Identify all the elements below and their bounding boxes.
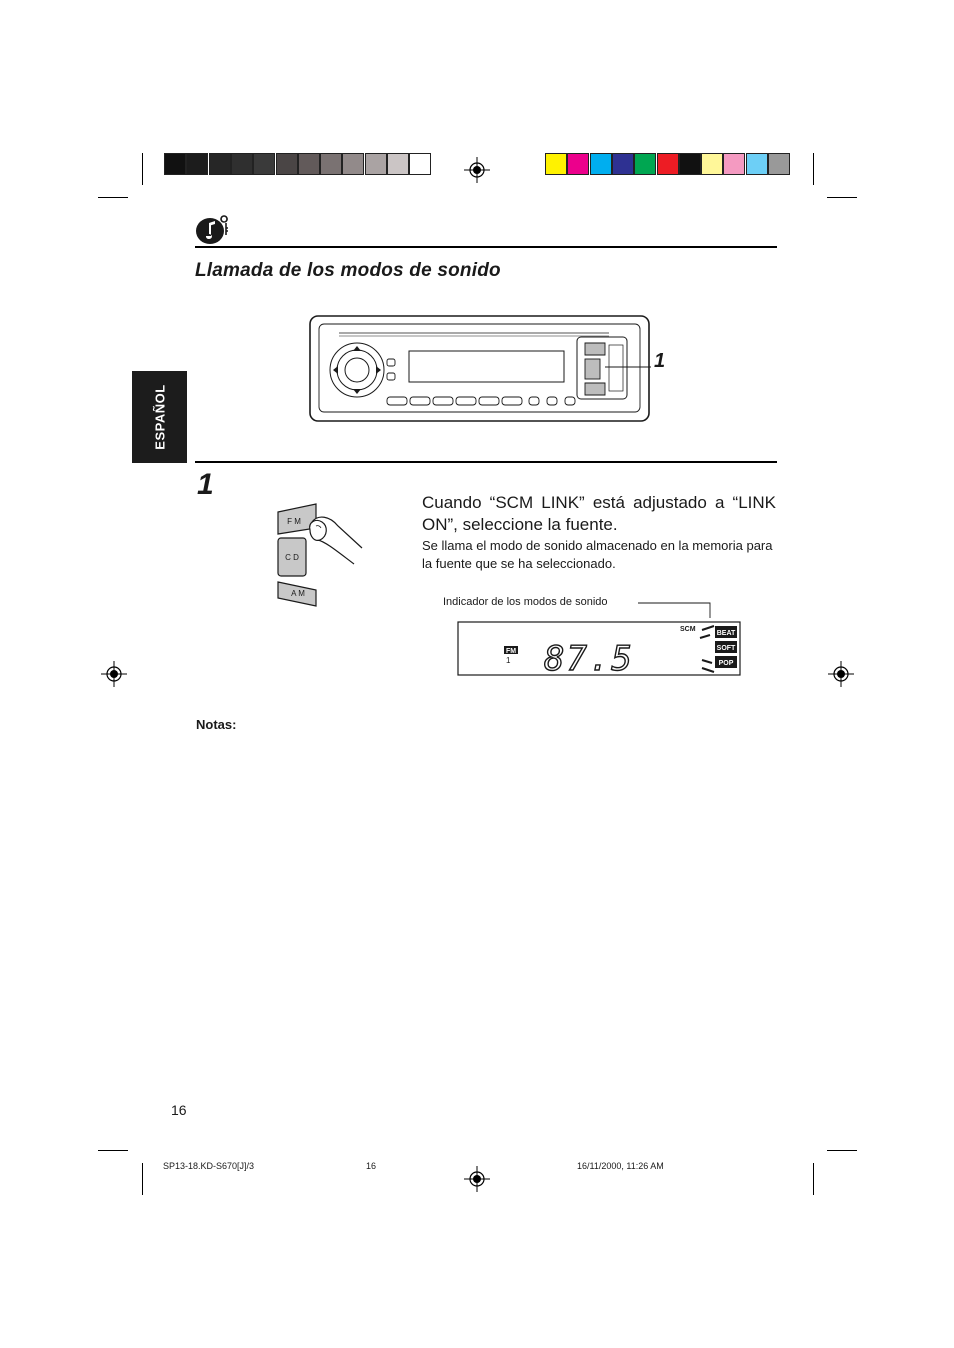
footer-timestamp: 16/11/2000, 11:26 AM: [577, 1161, 664, 1171]
lcd-display-illustration: [456, 598, 744, 678]
calibration-swatch: [342, 153, 364, 175]
registration-mark-icon: [464, 157, 490, 183]
calibration-swatch: [164, 153, 186, 175]
calibration-swatch: [679, 153, 701, 175]
calibration-swatch: [387, 153, 409, 175]
calibration-swatch: [253, 153, 275, 175]
crop-mark: [813, 1163, 814, 1195]
step-rule: [195, 461, 777, 463]
calibration-swatch: [186, 153, 208, 175]
language-tab: [132, 371, 187, 463]
footer-file: SP13-18.KD-S670[J]/3: [163, 1161, 255, 1171]
display-band: FM: [505, 648, 517, 655]
calibration-swatch: [634, 153, 656, 175]
calibration-swatch: [701, 153, 723, 175]
crop-mark: [813, 153, 814, 185]
calibration-swatch: [320, 153, 342, 175]
display-mode-soft: SOFT: [716, 645, 736, 652]
calibration-swatch: [209, 153, 231, 175]
calibration-swatch: [746, 153, 768, 175]
registration-mark-icon: [101, 661, 127, 687]
calibration-swatch: [231, 153, 253, 175]
calibration-swatch: [567, 153, 589, 175]
music-note-key-icon: [195, 214, 235, 246]
calibration-swatch: [723, 153, 745, 175]
calibration-swatch: [612, 153, 634, 175]
display-preset: 1: [506, 656, 511, 665]
car-stereo-illustration: [309, 315, 651, 423]
display-scm: SCM: [680, 626, 696, 633]
button-label-cd: C D: [285, 553, 299, 562]
section-title: Llamada de los modos de sonido: [195, 260, 501, 281]
calibration-swatch: [590, 153, 612, 175]
source-buttons-illustration: [272, 500, 364, 612]
calibration-swatch: [365, 153, 387, 175]
step-number: 1: [197, 468, 214, 501]
calibration-swatch: [276, 153, 298, 175]
crop-mark: [98, 197, 128, 198]
footer-page: 16: [366, 1161, 377, 1171]
display-mode-pop: POP: [718, 660, 734, 667]
page-number: 16: [171, 1102, 187, 1118]
calibration-swatch: [298, 153, 320, 175]
registration-mark-icon: [464, 1166, 490, 1192]
calibration-swatch: [545, 153, 567, 175]
header-rule: [195, 246, 777, 248]
figure-callout: 1: [654, 350, 666, 372]
crop-mark: [142, 153, 143, 185]
crop-mark: [98, 1150, 128, 1151]
button-label-fm: F M: [287, 517, 301, 526]
display-mode-beat: BEAT: [716, 630, 736, 637]
instruction-main: Cuando “SCM LINK” está adjustado a “LINK ON”, seleccione la fuente.: [422, 493, 776, 534]
crop-mark: [827, 197, 857, 198]
button-label-am: A M: [291, 589, 305, 598]
registration-mark-icon: [828, 661, 854, 687]
calibration-swatch: [657, 153, 679, 175]
calibration-swatch: [768, 153, 790, 175]
calibration-swatch: [409, 153, 431, 175]
crop-mark: [142, 1163, 143, 1195]
instruction-sub: Se llama el modo de sonido almacenado en la memoria para la fuente que se ha seleccionado.: [422, 538, 773, 571]
crop-mark: [827, 1150, 857, 1151]
notes-label: Notas:: [196, 717, 237, 732]
language-label: ESPAÑOL: [152, 384, 167, 450]
display-frequency: 87.5: [544, 639, 634, 678]
indicator-label: Indicador de los modos de sonido: [443, 596, 608, 608]
